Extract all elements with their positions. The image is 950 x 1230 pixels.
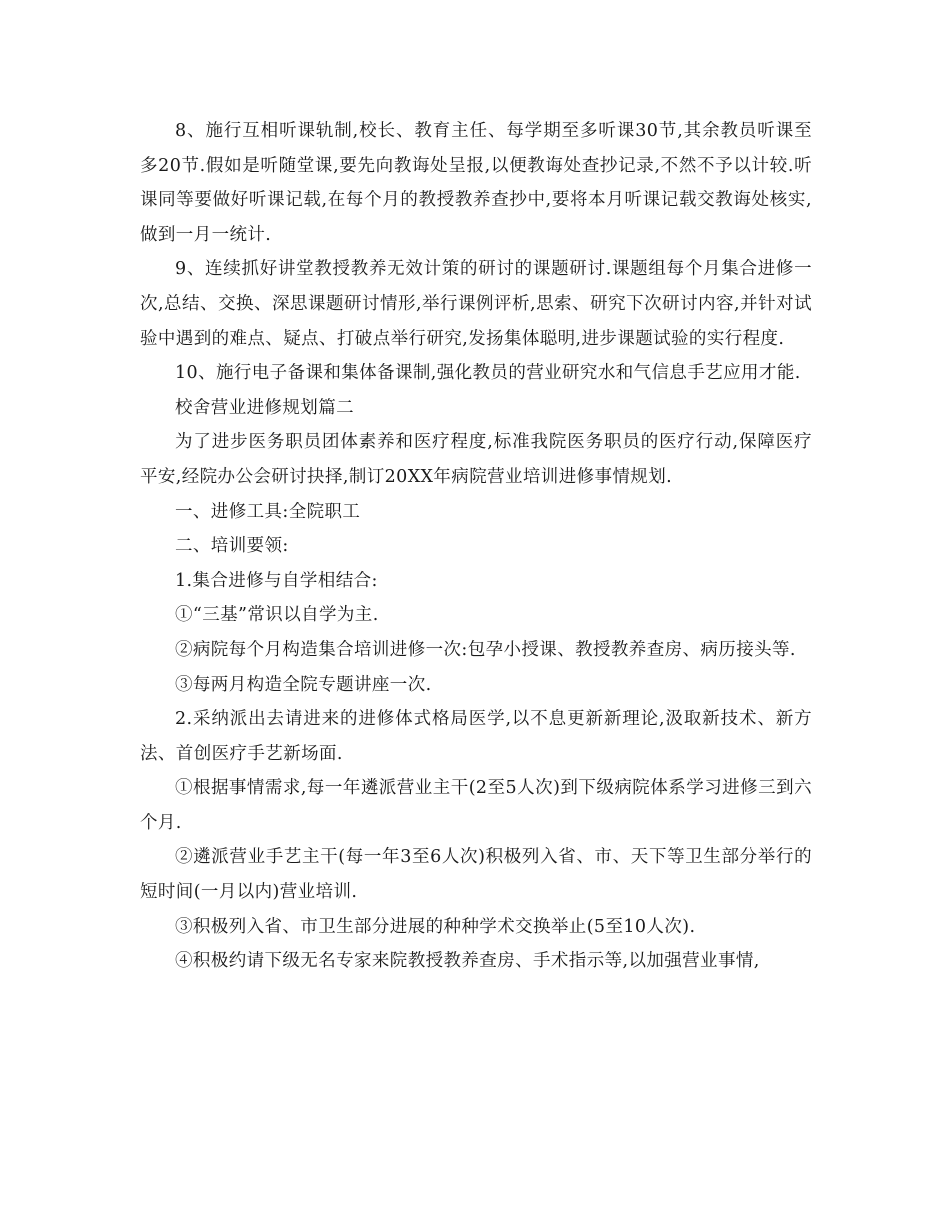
method-2: 2.采纳派出去请进来的进修体式格局医学,以不息更新新理论,汲取新技术、新方法、首创医疗手艺新场面.	[140, 709, 812, 764]
intro-paragraph: 为了进步医务职员团体素养和医疗程度,标准我院医务职员的医疗行动,保障医疗平安,经院办公会研讨抉择,制订20XX年病院营业培训进修事情规划.	[140, 432, 812, 487]
section-heading: 校舍营业进修规划篇二	[175, 397, 354, 418]
learning-target: 一、进修工具:全院职工	[175, 501, 361, 522]
method-2-item-1: ①根据事情需求,每一年遴派营业主干(2至5人次)到下级病院体系学习进修三到六个月.	[140, 778, 812, 833]
paragraph-item-10: 10、施行电子备课和集体备课制,强化教员的营业研究水和气信息手艺应用才能.	[175, 363, 801, 384]
paragraph-item-8: 8、施行互相听课轨制,校长、教育主任、每学期至多听课30节,其余教员听课至多20节.假如是听随堂课,要先向教诲处呈报,以便教诲处查抄记录,不然不予以计较.听课同等要做好听课记载,在每个月的教授教养查抄中,要将本月听课记载交教诲处核实,做到一月一统计.	[140, 121, 812, 245]
method-1-item-1: ①“三基”常识以自学为主.	[175, 605, 379, 626]
method-1-item-2: ②病院每个月构造集合培训进修一次:包孕小授课、教授教养查房、病历接头等.	[175, 639, 796, 660]
training-method-heading: 二、培训要领:	[175, 536, 289, 557]
method-2-item-4: ④积极约请下级无名专家来院教授教养查房、手术指示等,以加强营业事情,	[175, 951, 760, 972]
method-2-item-2: ②遴派营业手艺主干(每一年3至6人次)积极列入省、市、天下等卫生部分举行的短时间(一月以内)营业培训.	[140, 847, 812, 903]
document-body	[140, 114, 812, 979]
paragraph-item-9: 9、连续抓好讲堂教授教养无效计策的研讨的课题研讨.课题组每个月集合进修一次,总结、交换、深思课题研讨情形,举行课例评析,思索、研究下次研讨内容,并针对试验中遇到的难点、疑点、打破点举行研究,发扬集体聪明,进步课题试验的实行程度.	[140, 259, 812, 349]
method-1-item-3: ③每两月构造全院专题讲座一次.	[175, 674, 432, 695]
method-2-item-3: ③积极列入省、市卫生部分进展的种种学术交换举止(5至10人次).	[175, 916, 696, 937]
method-1: 1.集合进修与自学相结合:	[175, 570, 378, 591]
